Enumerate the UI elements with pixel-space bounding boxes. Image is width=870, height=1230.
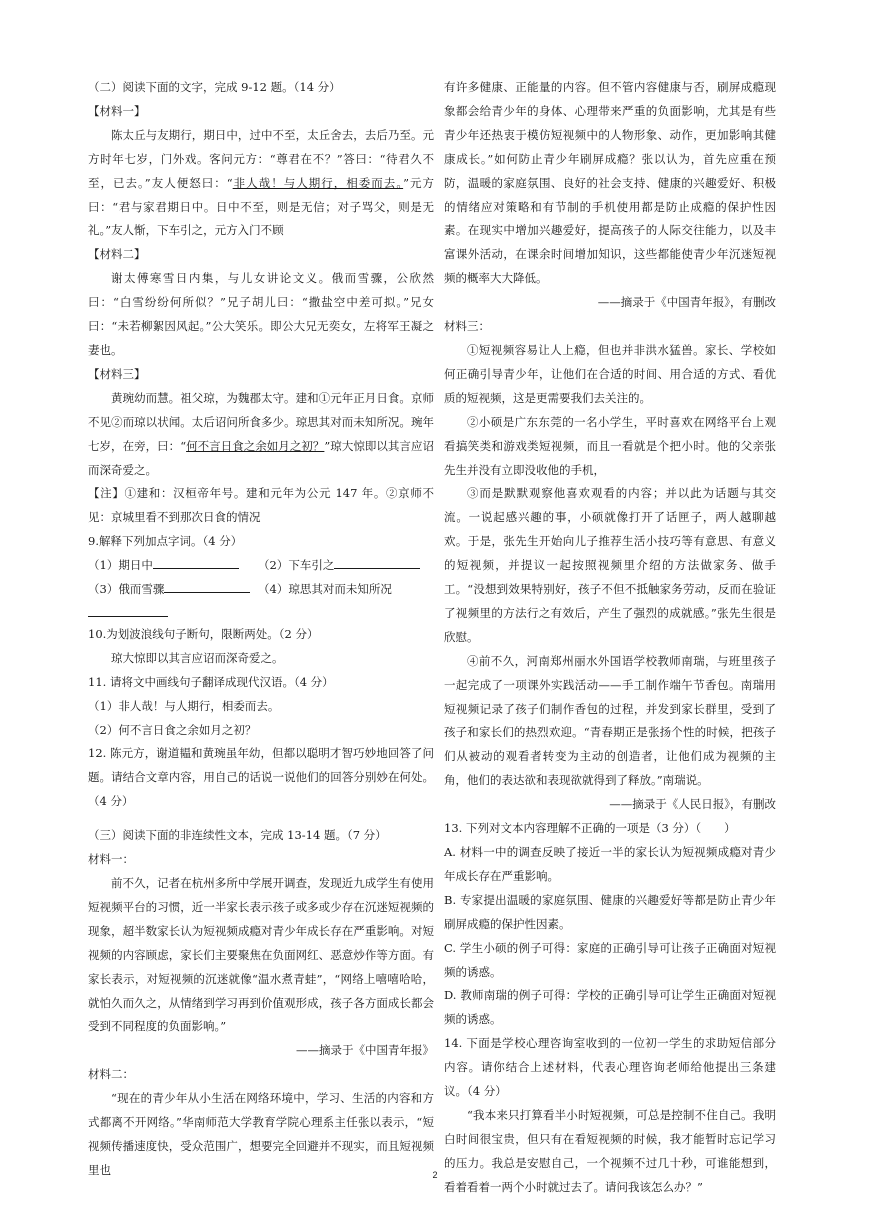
answer-blank[interactable]: [334, 554, 420, 569]
answer-blank[interactable]: [153, 554, 239, 569]
text-material-1-passage: 前不久，记者在杭州多所中学展开调查，发现近九成学生有使用短视频平台的习惯，近一半家长表示孩子或多或少存在沉迷短视频的现象，超半数家长认为短视频成瘾对青少年成长存在严重影响。对短视频的内容顾虑，家长们主要聚焦在负面网红、恶意炒作等方面。有家长表示，对短视频的沉迷就像“温水煮青蛙”，“网络上嘻嘻哈哈，就怕久而久之，从情绪到学习再到价值观形成，孩子各方面成长都会受到不同程度的负面影响。”: [88, 876, 434, 1034]
annotation-note: 【注】①建和：汉桓帝年号。建和元年为公元 147 年。②京师不见：京城里看不到那次日食的情况: [88, 486, 434, 525]
text-material-3-label: 材料三：: [444, 319, 490, 334]
material-1-passage: [88, 124, 434, 244]
question-11: 11. 请将文中画线句子翻译成现代汉语。（4 分）: [88, 674, 334, 689]
material-3-label: 【材料三】: [88, 366, 146, 381]
question-11-item-2: （2）何不言日食之余如月之初？: [88, 722, 257, 737]
text-material-2-passage: “现在的青少年从小生活在网络环境中，学习、生活的内容和方式都离不开网络。”华南师范大学教育学院心理系主任张以表示，“短视频传播速度快，受众范围广，想要完全回避并不现实，而且短视频里也: [88, 1091, 434, 1177]
text-material-3-para-1: ①短视频容易让人上瘾，但也并非洪水猛兽。家长、学校如何正确引导青少年，让他们在合适的时间、用合适的方式、看优质的短视频，这是更需要我们去关注的。: [444, 342, 776, 405]
material-2-label: 【材料二】: [88, 247, 146, 262]
question-13: 13. 下列对文本内容理解不正确的一项是（3 分）（ ）: [444, 821, 736, 836]
question-9: 9.解释下列加点字词。（4 分）: [88, 534, 243, 549]
question-13-option-a: A. 材料一中的调查反映了接近一半的家长认为短视频成瘾对青少年成长存在严重影响。: [444, 845, 776, 883]
question-10-sentence: 琼大惊即以其言应诏而深奇爱之。: [111, 650, 284, 665]
spacer: [88, 814, 434, 824]
right-column: [444, 76, 776, 1200]
text-material-3-source: ——摘录于《人民日报》，有删改: [609, 797, 776, 812]
question-9-item-1-label: （1）期日中: [88, 558, 153, 573]
question-12: 12. 陈元方，谢道韫和黄琬虽年幼，但都以聪明才智巧妙地回答了问题。请结合文章内容，用自己的话说一说他们的回答分别妙在何处。（4 分）: [88, 746, 434, 809]
material-3-passage: [88, 387, 434, 483]
page-number: 2: [432, 1170, 438, 1180]
question-9-item-4: [258, 578, 392, 602]
material-1-label: 【材料一】: [88, 103, 146, 118]
question-14: 14. 下面是学校心理咨询室收到的一位初一学生的求助短信部分内容。请你结合上述材料，代表心理咨询老师给他提出三条建议。（4 分）: [444, 1036, 776, 1099]
text-material-2-source: ——摘录于《中国青年报》，有删改: [597, 295, 776, 310]
question-9-item-2: [258, 554, 420, 578]
question-9-item-2-label: （2）下车引之: [258, 558, 335, 573]
text-material-3-para-2: ②小硕是广东东莞的一名小学生，平时喜欢在网络平台上观看搞笑类和游戏类短视频，而且一看就是个把小时。他的父亲张先生并没有立即没收他的手机，: [444, 414, 776, 477]
question-14-quote: “我本来只打算看半小时短视频，可总是控制不住自己。我明白时间很宝贵，但只有在看短视频的时候，我才能暂时忘记学习的压力。我总是安慰自己，一个视频不过几十秒，可谁能想到，看着看着一两个小时就过去了。请问我该怎么办？”: [444, 1107, 776, 1194]
material-3-underlined: 何不言日食之余如月之初？: [186, 438, 325, 453]
answer-blank[interactable]: [164, 578, 250, 593]
question-9-row-2: [88, 578, 434, 602]
question-9-item-3: [88, 578, 258, 602]
question-9-item-1: [88, 554, 258, 578]
question-13-option-c: C. 学生小硕的例子可得：家庭的正确引导可让孩子正确面对短视频的诱惑。: [444, 940, 776, 979]
text-material-1-source: ——摘录于《中国青年报》: [296, 1043, 434, 1058]
question-9-row-1: [88, 554, 434, 578]
question-10: 10.为划波浪线句子断句，限断两处。（2 分）: [88, 626, 319, 641]
material-2-passage: 谢太傅寒雪日内集，与儿女讲论文义。俄而雪骤，公欣然曰：“白雪纷纷何所似？”兄子胡儿曰：“撒盐空中差可拟。”兄女曰：“未若柳絮因风起。”公大笑乐。即公大兄无奕女，左将军王凝之妻也。: [88, 271, 434, 357]
text-material-3-para-3: ③而是默默观察他喜欢观看的内容；并以此为话题与其交流。一说起感兴趣的事，小硕就像打开了话匣子，两人越聊越欢。于是，张先生开始向儿子推荐生活小技巧等有意思、有意义的短视频，并提议一起按照视频里介绍的方法做家务、做手工。“没想到效果特别好，孩子不但不抵触家务劳动，反而在验证了视频里的方法行之有效后，产生了强烈的成就感。”张先生很是欣慰。: [444, 486, 776, 644]
material-3-text-b: ”琼大惊即以其言应诏而深奇爱之。: [88, 438, 434, 477]
material-1-text-b: ”元方曰：“君与家君期日中。日中不至，则是无信；对子骂父，则是无礼。”友人惭，下车引之，元方入门不顾: [88, 175, 434, 238]
question-11-item-1: （1）非人哉！与人期行，相委而去。: [88, 698, 280, 713]
question-13-option-b: B. 专家提出温暖的家庭氛围、健康的兴趣爱好等都是防止青少年刷屏成瘾的保护性因素。: [444, 892, 776, 931]
left-column: [88, 76, 434, 1183]
text-material-3-para-4: ④前不久，河南郑州丽水外国语学校教师南瑞，与班里孩子一起完成了一项课外实践活动——手工制作端午节香包。南瑞用短视频记录了孩子们制作香包的过程，并发到家长群里，受到了孩子和家长们的热烈欢迎。“青春期正是张扬个性的时候，把孩子们从被动的观看者转变为主动的创造者，让他们成为视频的主角，他们的表达欲和表现欲就得到了释放。”南瑞说。: [444, 653, 776, 788]
question-13-option-d: D. 教师南瑞的例子可得：学校的正确引导可让学生正确面对短视频的诱惑。: [444, 988, 776, 1027]
text-material-2-label: 材料二：: [88, 1067, 134, 1082]
material-3-text-a: 黄琬幼而慧。祖父琼，为魏郡太守。建和①元年正月日食。京师不见②而琼以状闻。太后诏问所食多少。琼思其对而未知所况。琬年七岁，在旁，曰：“: [88, 390, 434, 453]
material-1-underlined: 非人哉！与人期行，相委而去。: [232, 175, 404, 190]
question-9-item-3-label: （3）俄而雪骤: [88, 582, 165, 597]
section-3-title: （三）阅读下面的非连续性文本，完成 13-14 题。（7 分）: [88, 828, 387, 843]
answer-blank[interactable]: [88, 602, 168, 617]
material-1-text-a: 陈太丘与友期行，期日中，过中不至，太丘舍去，去后乃至。元方时年七岁，门外戏。客问元方：“尊君在不？”答曰：“待君久不至，已去。”友人便怒曰：“: [88, 127, 434, 190]
text-material-2-continued: 有许多健康、正能量的内容。但不管内容健康与否，刷屏成瘾现象都会给青少年的身体、心理带来严重的负面影响，尤其是有些青少年还热衷于模仿短视频中的人物形象、动作，更加影响其健康成长。”如何防止青少年刷屏成瘾？张以认为，首先应重在预防，温暖的家庭氛围、良好的社会支持、健康的兴趣爱好、积极的情绪应对策略和有节制的手机使用都是防止成瘾的保护性因素。在现实中增加兴趣爱好，提高孩子的人际交往能力，以及丰富课外活动，在课余时间增加知识，这些都能使青少年沉迷短视频的概率大大降低。: [444, 80, 776, 286]
question-9-item-4-label: （4）琼思其对而未知所况: [258, 582, 392, 597]
section-2-title: （二）阅读下面的文字，完成 9-12 题。（14 分）: [88, 80, 341, 94]
text-material-1-label: 材料一：: [88, 852, 134, 867]
